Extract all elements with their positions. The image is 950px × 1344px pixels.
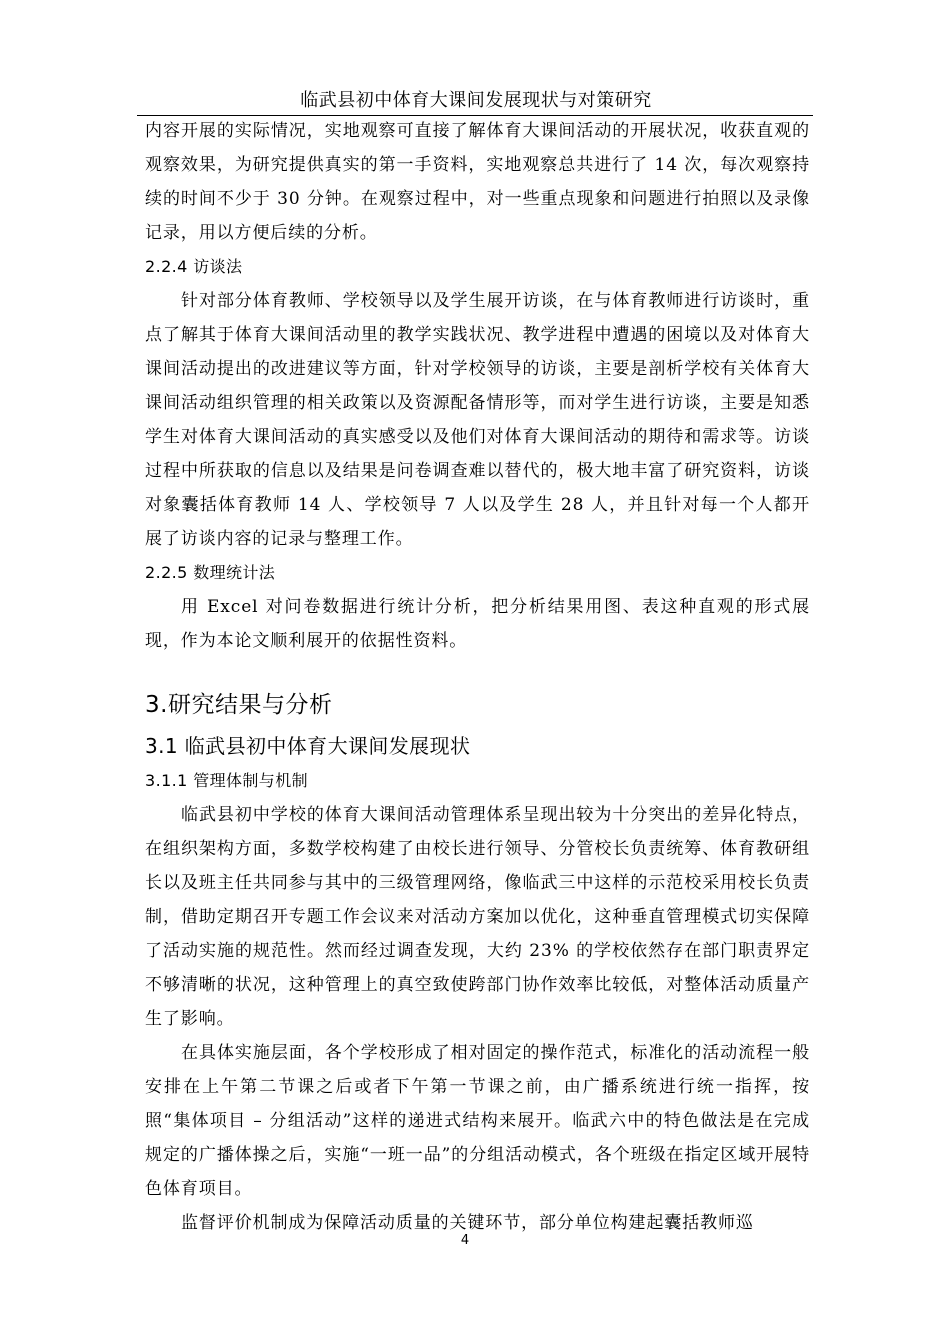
running-header: 临武县初中体育大课间发展现状与对策研究 bbox=[300, 90, 652, 111]
paragraph-statistics-method: 用 Excel 对问卷数据进行统计分析，把分析结果用图、表这种直观的形式展现，作为本论文顺利展开的依据性资料。 bbox=[145, 597, 810, 651]
paragraph-observation-continued: 内容开展的实际情况，实地观察可直接了解体育大课间活动的开展状况，收获直观的观察效果，为研究提供真实的第一手资料，实地观察总共进行了 14 次，每次观察持续的时间不少于 30 分钟。在观察过程中，对一些重点现象和问题进行拍照以及录像记录，用以方便后续的分析。 bbox=[145, 121, 810, 243]
paragraph-interview-method: 针对部分体育教师、学校领导以及学生展开访谈，在与体育教师进行访谈时，重点了解其于体育大课间活动里的教学实践状况、教学进程中遭遇的困境以及对体育大课间活动提出的改进建议等方面，针对学校领导的访谈，主要是剖析学校有关体育大课间活动组织管理的相关政策以及资源配备情形等，而对学生进行访谈，主要是知悉学生对体育大课间活动的真实感受以及他们对体育大课间活动的期待和需求等。访谈过程中所获取的信息以及结果是问卷调查难以替代的，极大地丰富了研究资料，访谈对象囊括体育教师 14 人、学校领导 7 人以及学生 28 人，并且针对每一个人都开展了访谈内容的记录与整理工作。 bbox=[145, 291, 810, 549]
heading-2-2-5: 2.2.5 数理统计法 bbox=[145, 563, 276, 582]
page-number: 4 bbox=[460, 1233, 470, 1248]
paragraph-implementation: 在具体实施层面，各个学校形成了相对固定的操作范式，标准化的活动流程一般安排在上午第二节课之后或者下午第一节课之前，由广播系统进行统一指挥，按照“集体项目 – 分组活动”这样的递进式结构来展开。临武六中的特色做法是在完成规定的广播体操之后，实施“一班一品”的分组活动模式，各个班级在指定区域开展特色体育项目。 bbox=[145, 1043, 810, 1199]
paragraph-supervision: 监督评价机制成为保障活动质量的关键环节，部分单位构建起囊括教师巡 bbox=[181, 1213, 754, 1233]
heading-2-2-4: 2.2.4 访谈法 bbox=[145, 257, 243, 276]
paragraph-management-structure: 临武县初中学校的体育大课间活动管理体系呈现出较为十分突出的差异化特点，在组织架构方面，多数学校构建了由校长进行领导、分管校长负责统筹、体育教研组长以及班主任共同参与其中的三级管理网络，像临武三中这样的示范校采用校长负责制，借助定期召开专题工作会议来对活动方案加以优化，这种垂直管理模式切实保障了活动实施的规范性。然而经过调查发现，大约 23% 的学校依然存在部门职责界定不够清晰的状况，这种管理上的真空致使跨部门协作效率比较低，对整体活动质量产生了影响。 bbox=[145, 805, 810, 1029]
page-body bbox=[145, 114, 810, 1240]
heading-3-1-1: 3.1.1 管理体制与机制 bbox=[145, 771, 308, 790]
heading-section-3: 3.研究结果与分析 bbox=[145, 692, 333, 718]
heading-3-1: 3.1 临武县初中体育大课间发展现状 bbox=[145, 734, 471, 758]
